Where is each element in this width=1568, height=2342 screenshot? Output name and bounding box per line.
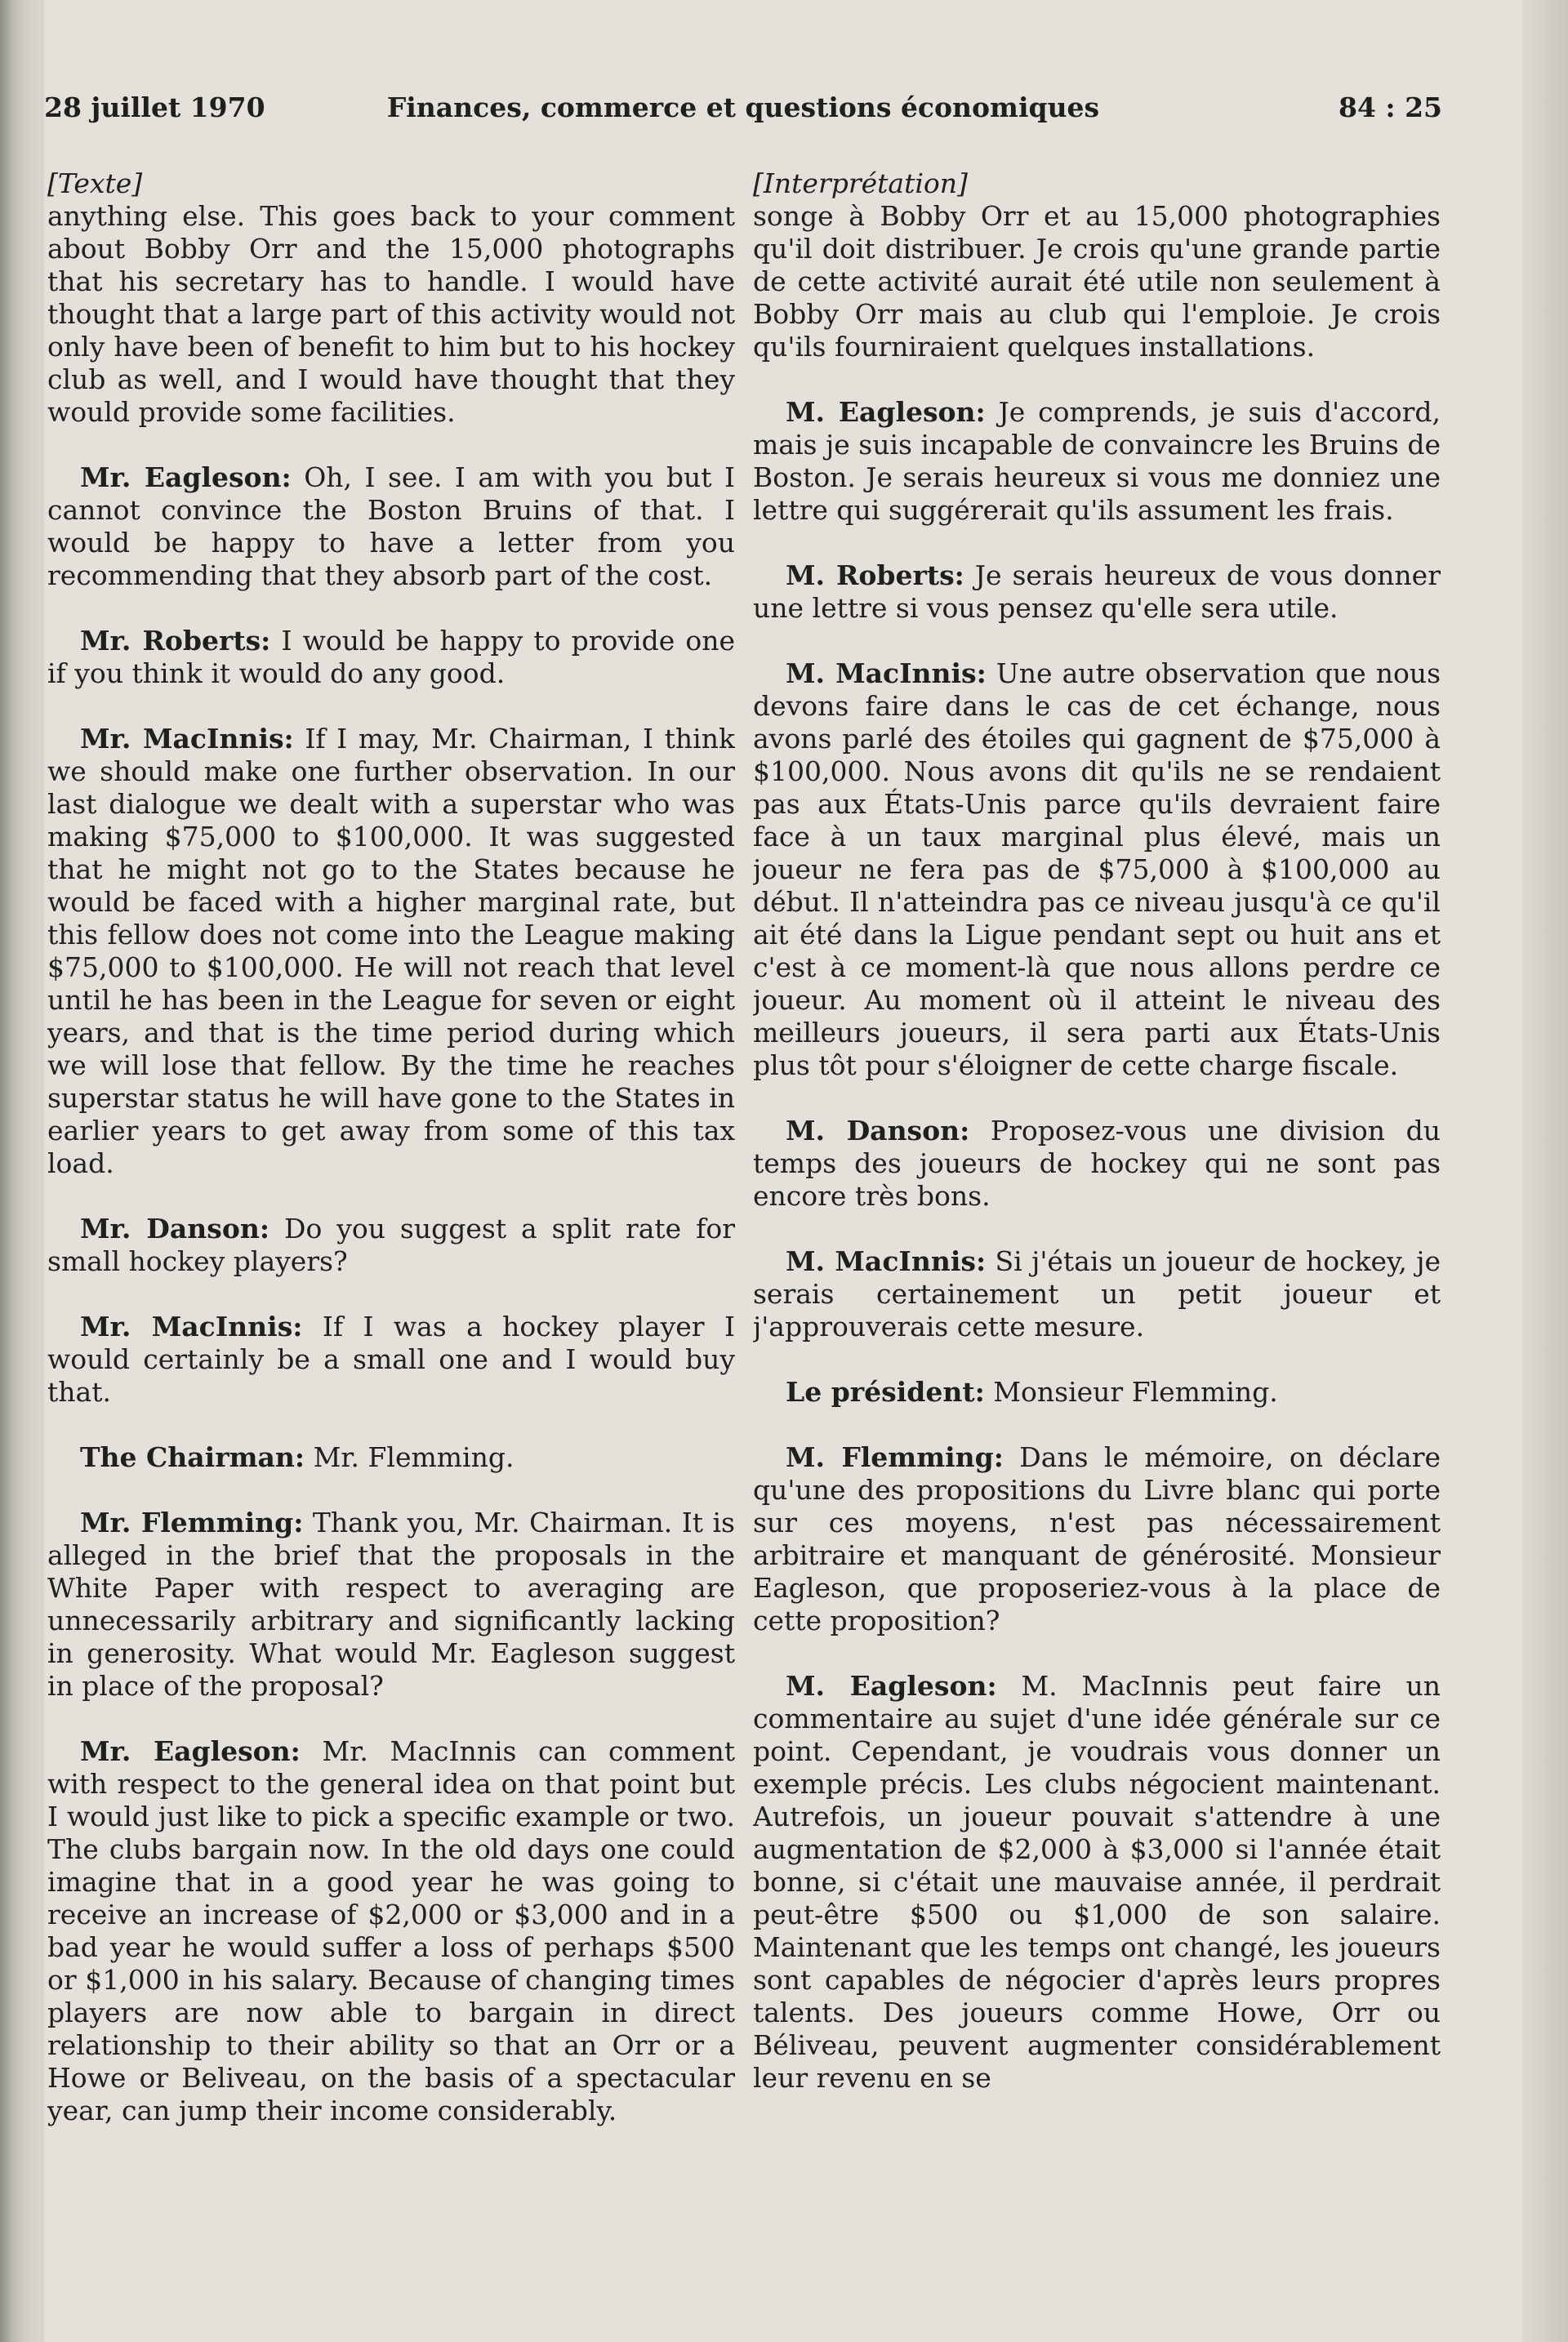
- english-paragraph-text: I would be happy to provide one if you think it would do any good.: [47, 625, 735, 689]
- speaker-name: M. Eagleson:: [786, 1670, 997, 1702]
- speaker-name: Mr. Danson:: [80, 1213, 270, 1244]
- english-paragraph: [47, 723, 735, 1180]
- english-paragraph: [47, 625, 735, 690]
- french-column: [753, 167, 1441, 2307]
- speaker-name: Mr. MacInnis:: [80, 1311, 303, 1342]
- english-paragraph: [47, 461, 735, 592]
- english-paragraph-text: Do you suggest a split rate for small hockey players?: [47, 1213, 735, 1277]
- speaker-name: The Chairman:: [80, 1441, 305, 1473]
- header-date: 28 juillet 1970: [44, 91, 265, 123]
- english-column: [47, 167, 735, 2307]
- french-paragraph: [753, 396, 1441, 527]
- french-paragraph: [753, 559, 1441, 625]
- english-paragraph-text: Mr. MacInnis can comment with respect to the general idea on that point but I would just like to pick a specific example or two. The clubs bargain now. In the old days one could imagine that in a good year he was going to receive an increase of $2,000 or $3,000 and in a bad year he would suffer a loss of perhaps $500 or $1,000 in his salary. Because of changing times players are now able to bargain in direct relationship to their ability so that an Orr or a Howe or Beliveau, on the basis of a spectacular year, can jump their income considerably.: [47, 1735, 735, 2126]
- page-binding: [0, 0, 44, 2342]
- page-edge: [1522, 0, 1568, 2342]
- speaker-name: Mr. Roberts:: [80, 625, 271, 657]
- header-title: Finances, commerce et questions économiques: [386, 91, 1100, 123]
- speaker-name: M. Flemming:: [786, 1441, 1004, 1473]
- french-paragraph: [753, 657, 1441, 1082]
- french-paragraph-text: M. MacInnis peut faire un commentaire au sujet d'une idée générale sur ce point. Cependant, je voudrais vous donner un exemple précis. Les clubs négocient maintenant. Autrefois, un joueur pouvait s'attendre à une augmentation de $2,000 à $3,000 si l'année était bonne, si c'était une mauvaise année, il perdrait peut-être $500 ou $1,000 de son salaire. Maintenant que les temps ont changé, les joueurs sont capables de négocier d'après leurs propres talents. Des joueurs comme Howe, Orr ou Béliveau, peuvent augmenter considérablement leur revenu en se: [753, 1670, 1441, 2094]
- english-paragraph: [47, 1311, 735, 1409]
- english-heading: [Texte]: [47, 167, 143, 199]
- french-paragraph-text: Une autre observation que nous devons faire dans le cas de cet échange, nous avons parlé des étoiles qui gagnent de $75,000 à $100,000. Nous avons dit qu'ils ne se rendaient pas aux États-Unis parce qu'ils devraient faire face à un taux marginal plus élevé, mais un joueur ne fera pas de $75,000 à $100,000 au début. Il n'atteindra pas ce niveau jusqu'à ce qu'il ait été dans la Ligue pendant sept ou huit ans et c'est à ce moment-là que nous allons perdre ce joueur. Au moment où il atteint le niveau des meilleurs joueurs, il sera parti aux États-Unis plus tôt pour s'éloigner de cette charge fiscale.: [753, 657, 1441, 1081]
- speaker-name: M. MacInnis:: [786, 657, 987, 689]
- english-paragraph: [47, 1441, 735, 1474]
- english-paragraph: [47, 1735, 735, 2127]
- french-paragraph-text: Proposez-vous une division du temps des joueurs de hockey qui ne sont pas encore très bons.: [753, 1115, 1441, 1212]
- speaker-name: Mr. MacInnis:: [80, 723, 294, 755]
- speaker-name: Le président:: [786, 1376, 985, 1408]
- french-paragraph: [753, 1376, 1441, 1409]
- french-paragraph-text: Monsieur Flemming.: [993, 1376, 1278, 1408]
- french-paragraph-text: Je comprends, je suis d'accord, mais je suis incapable de convaincre les Bruins de Boston. Je serais heureux si vous me donniez une lettre qui suggérerait qu'ils assument les frais.: [753, 396, 1441, 526]
- english-paragraph-text: Thank you, Mr. Chairman. It is alleged in the brief that the proposals in the White Paper with respect to averaging are unnecessarily arbitrary and significantly lacking in generosity. What would Mr. Eagleson suggest in place of the proposal?: [47, 1507, 735, 1702]
- english-paragraph-text: Oh, I see. I am with you but I cannot convince the Boston Bruins of that. I would be happy to have a letter from you recommending that they absorb part of the cost.: [47, 461, 735, 591]
- french-paragraph: [753, 200, 1441, 363]
- speaker-name: M. Eagleson:: [786, 396, 986, 428]
- french-paragraph: [753, 1441, 1441, 1637]
- english-paragraph: [47, 1507, 735, 1703]
- french-paragraph-text: Je serais heureux de vous donner une lettre si vous pensez qu'elle sera utile.: [753, 559, 1441, 624]
- speaker-name: M. Roberts:: [786, 559, 964, 591]
- french-heading: [Interprétation]: [753, 167, 968, 199]
- english-paragraph-text: anything else. This goes back to your comment about Bobby Orr and the 15,000 photographs that his secretary has to handle. I would have thought that a large part of this activity would not only have been of benefit to him but to his hockey club as well, and I would have thought that they would provide some facilities.: [47, 200, 735, 428]
- english-paragraph-text: If I may, Mr. Chairman, I think we should make one further observation. In our last dialogue we dealt with a superstar who was making $75,000 to $100,000. It was suggested that he might not go to the States because he would be faced with a higher marginal rate, but this fellow does not come into the League making $75,000 to $100,000. He will not reach that level until he has been in the League for seven or eight years, and that is the time period during which we will lose that fellow. By the time he reaches superstar status he will have gone to the States in earlier years to get away from some of this tax load.: [47, 723, 735, 1179]
- french-paragraph: [753, 1245, 1441, 1343]
- french-paragraph: [753, 1670, 1441, 2095]
- french-paragraph-text: Si j'étais un joueur de hockey, je serais certainement un petit joueur et j'approuverais cette mesure.: [753, 1245, 1441, 1342]
- speaker-name: M. Danson:: [786, 1115, 970, 1147]
- speaker-name: M. MacInnis:: [786, 1245, 987, 1277]
- speaker-name: Mr. Eagleson:: [80, 461, 292, 493]
- french-paragraph-text: Dans le mémoire, on déclare qu'une des propositions du Livre blanc qui porte sur ces moyens, n'est pas nécessairement arbitraire et manquant de générosité. Monsieur Eagleson, que proposeriez-vous à la place de cette proposition?: [753, 1441, 1441, 1636]
- english-paragraph: [47, 200, 735, 429]
- header-page-number: 84 : 25: [1338, 91, 1442, 123]
- page-header: [44, 91, 1442, 140]
- speaker-name: Mr. Eagleson:: [80, 1735, 301, 1767]
- english-paragraph: [47, 1213, 735, 1278]
- english-paragraph-text: If I was a hockey player I would certainly be a small one and I would buy that.: [47, 1311, 735, 1408]
- english-paragraph-text: Mr. Flemming.: [313, 1441, 514, 1473]
- speaker-name: Mr. Flemming:: [80, 1507, 304, 1538]
- french-paragraph: [753, 1115, 1441, 1213]
- french-paragraph-text: songe à Bobby Orr et au 15,000 photographies qu'il doit distribuer. Je crois qu'une grande partie de cette activité aurait été utile non seulement à Bobby Orr mais au club qui l'emploie. Je crois qu'ils fourniraient quelques installations.: [753, 200, 1441, 363]
